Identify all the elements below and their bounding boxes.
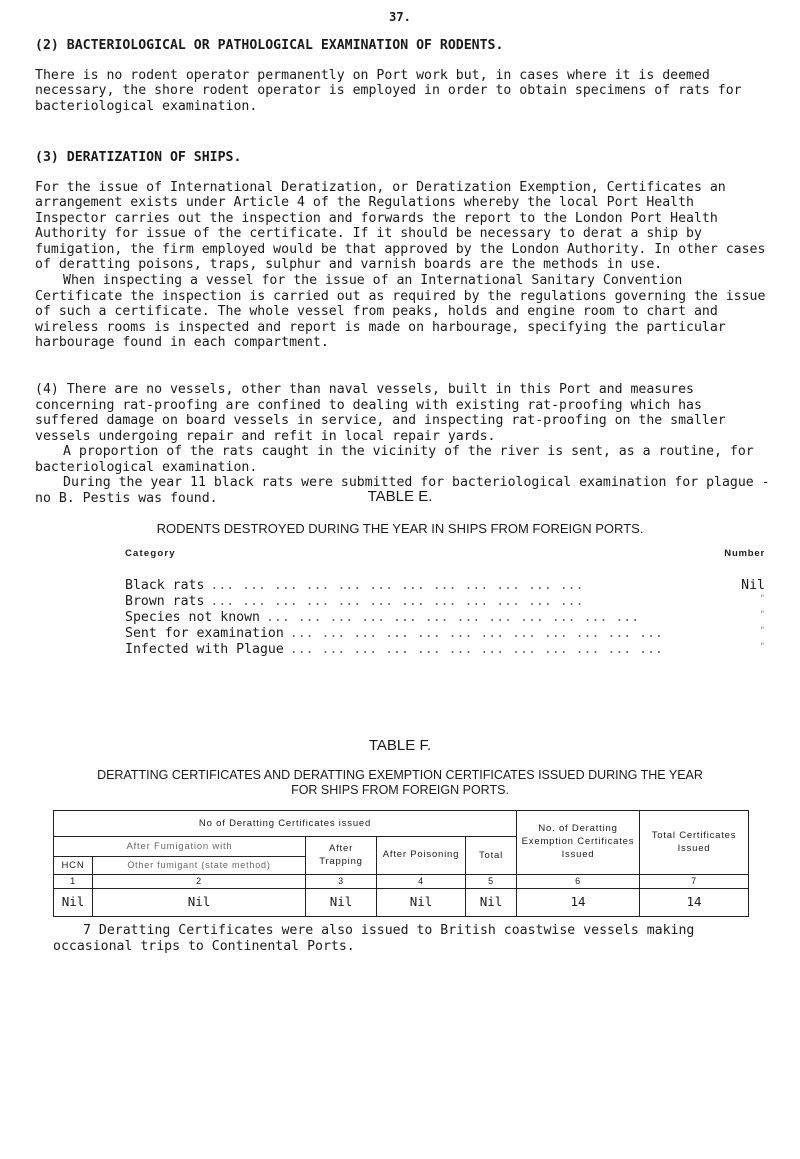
table-row	[125, 594, 765, 610]
table-f-col-number: 6	[517, 875, 640, 889]
table-row	[125, 578, 765, 594]
section-3-para-1: For the issue of International Deratization, or Deratization Exemption, Certificates an arrangement exists under Article 4 of the Regulations whereby the local Port Health Inspector carries out the inspection and forwards the report to the London Port Health Authority for issue of the certificate. If it should be necessary to derat a ship by fumigation, the firm employed would be that approved by the London Authority. In other cases of deratting poisons, traps, sulphur and varnish boards are the methods in use.	[35, 179, 766, 273]
table-f-value-total: Nil	[466, 888, 517, 916]
leader-dots: ... ... ... ... ... ... ... ... ... ... ... ...	[265, 610, 640, 625]
table-f-value-poisoning: Nil	[377, 888, 466, 916]
table-e-header	[125, 548, 765, 578]
table-e-category: Black rats	[125, 578, 205, 593]
table-f-col-other: Other fumigant (state method)	[93, 857, 306, 875]
table-f-col-exemption: No. of Deratting Exemption Certificates Issued	[517, 811, 640, 875]
table-e-number: "	[759, 610, 765, 620]
table-row	[125, 642, 765, 658]
table-row	[125, 626, 765, 642]
table-f-col-hcn: HCN	[54, 857, 93, 875]
table-e-label: TABLE E.	[367, 488, 433, 505]
table-e-col-number: Number	[724, 548, 765, 559]
table-f-col-number: 7	[640, 875, 749, 889]
page-number: 37.	[389, 10, 411, 24]
leader-dots: ... ... ... ... ... ... ... ... ... ... ... ...	[289, 626, 663, 641]
table-e-category: Sent for examination	[125, 626, 284, 641]
section-2	[35, 38, 770, 114]
table-row	[54, 888, 749, 916]
table-e-number: "	[759, 626, 765, 636]
table-row	[125, 610, 765, 626]
table-e-number: Nil	[741, 578, 765, 593]
table-f-value-total-certs: 14	[640, 888, 749, 916]
table-e-category: Brown rats	[125, 594, 205, 609]
section-3-para-2: When inspecting a vessel for the issue of an International Sanitary Convention Certificate the inspection is carried out as required by the regulations governing the issue of such a certificate. The whole vessel from peaks, holds and engine room to chart and wireless rooms is inspected and report is made on harbourage, specifying the particular harbourage found in each compartment.	[35, 273, 766, 351]
table-f-value-exemption: 14	[517, 888, 640, 916]
table-e-category: Species not known	[125, 610, 260, 625]
section-3-heading: (3) DERATIZATION OF SHIPS.	[35, 150, 242, 165]
table-f-title-line-2: FOR SHIPS FROM FOREIGN PORTS.	[291, 783, 509, 797]
section-4-para-2: A proportion of the rats caught in the vicinity of the river is sent, as a routine, for bacteriological examination.	[35, 444, 754, 475]
section-2-heading: (2) BACTERIOLOGICAL OR PATHOLOGICAL EXAMINATION OF RODENTS.	[35, 38, 504, 53]
footnote: 7 Deratting Certificates were also issued to British coastwise vessels making occasional trips to Continental Ports.	[53, 923, 695, 954]
section-4-para-1: (4) There are no vessels, other than naval vessels, built in this Port and measures concerning rat-proofing are confined to dealing with existing rat-proofing which has suffered damage on board vessels in service, and inspecting rat-proofing on the smaller vessels undergoing repair and refit in local repair yards.	[35, 382, 726, 444]
table-f-col-number: 3	[306, 875, 377, 889]
table-f-col-total: Total	[466, 837, 517, 875]
table-e	[125, 548, 765, 658]
table-e-category: Infected with Plague	[125, 642, 284, 657]
table-f-value-hcn: Nil	[54, 888, 93, 916]
table-f-title-line-1: DERATTING CERTIFICATES AND DERATTING EXEMPTION CERTIFICATES ISSUED DURING THE YEAR	[97, 768, 703, 782]
leader-dots: ... ... ... ... ... ... ... ... ... ... ... ...	[289, 642, 663, 657]
table-f-value-other: Nil	[93, 888, 306, 916]
table-e-number: "	[759, 594, 765, 604]
section-2-text: There is no rodent operator permanently on Port work but, in cases where it is deemed necessary, the shore rodent operator is employed in order to obtain specimens of rats for bacteriological examination.	[35, 67, 742, 114]
leader-dots: ... ... ... ... ... ... ... ... ... ... ... ...	[210, 578, 584, 593]
table-e-title: RODENTS DESTROYED DURING THE YEAR IN SHIPS FROM FOREIGN PORTS.	[156, 521, 644, 536]
table-f-col-poisoning: After Poisoning	[377, 837, 466, 875]
table-f-col-number: 5	[466, 875, 517, 889]
table-f-col-trapping: After Trapping	[306, 837, 377, 875]
table-e-number: "	[759, 642, 765, 652]
table-f-col-number: 1	[54, 875, 93, 889]
table-f	[53, 810, 749, 917]
table-f-value-trapping: Nil	[306, 888, 377, 916]
table-f-col-total-certs: Total Certificates Issued	[640, 811, 749, 875]
section-4-para-3: During the year 11 black rats were submitted for bacteriological examination for plague - no B. Pestis was found.	[35, 475, 770, 507]
table-e-col-category: Category	[125, 548, 176, 559]
table-f-label: TABLE F.	[368, 737, 432, 754]
table-f-fumigation-header: After Fumigation with	[54, 837, 306, 857]
section-3	[35, 150, 770, 351]
table-f-col-number: 2	[93, 875, 306, 889]
table-f-col-number: 4	[377, 875, 466, 889]
leader-dots: ... ... ... ... ... ... ... ... ... ... ... ...	[210, 594, 584, 609]
table-f-group-header: No of Deratting Certificates issued	[54, 811, 517, 837]
